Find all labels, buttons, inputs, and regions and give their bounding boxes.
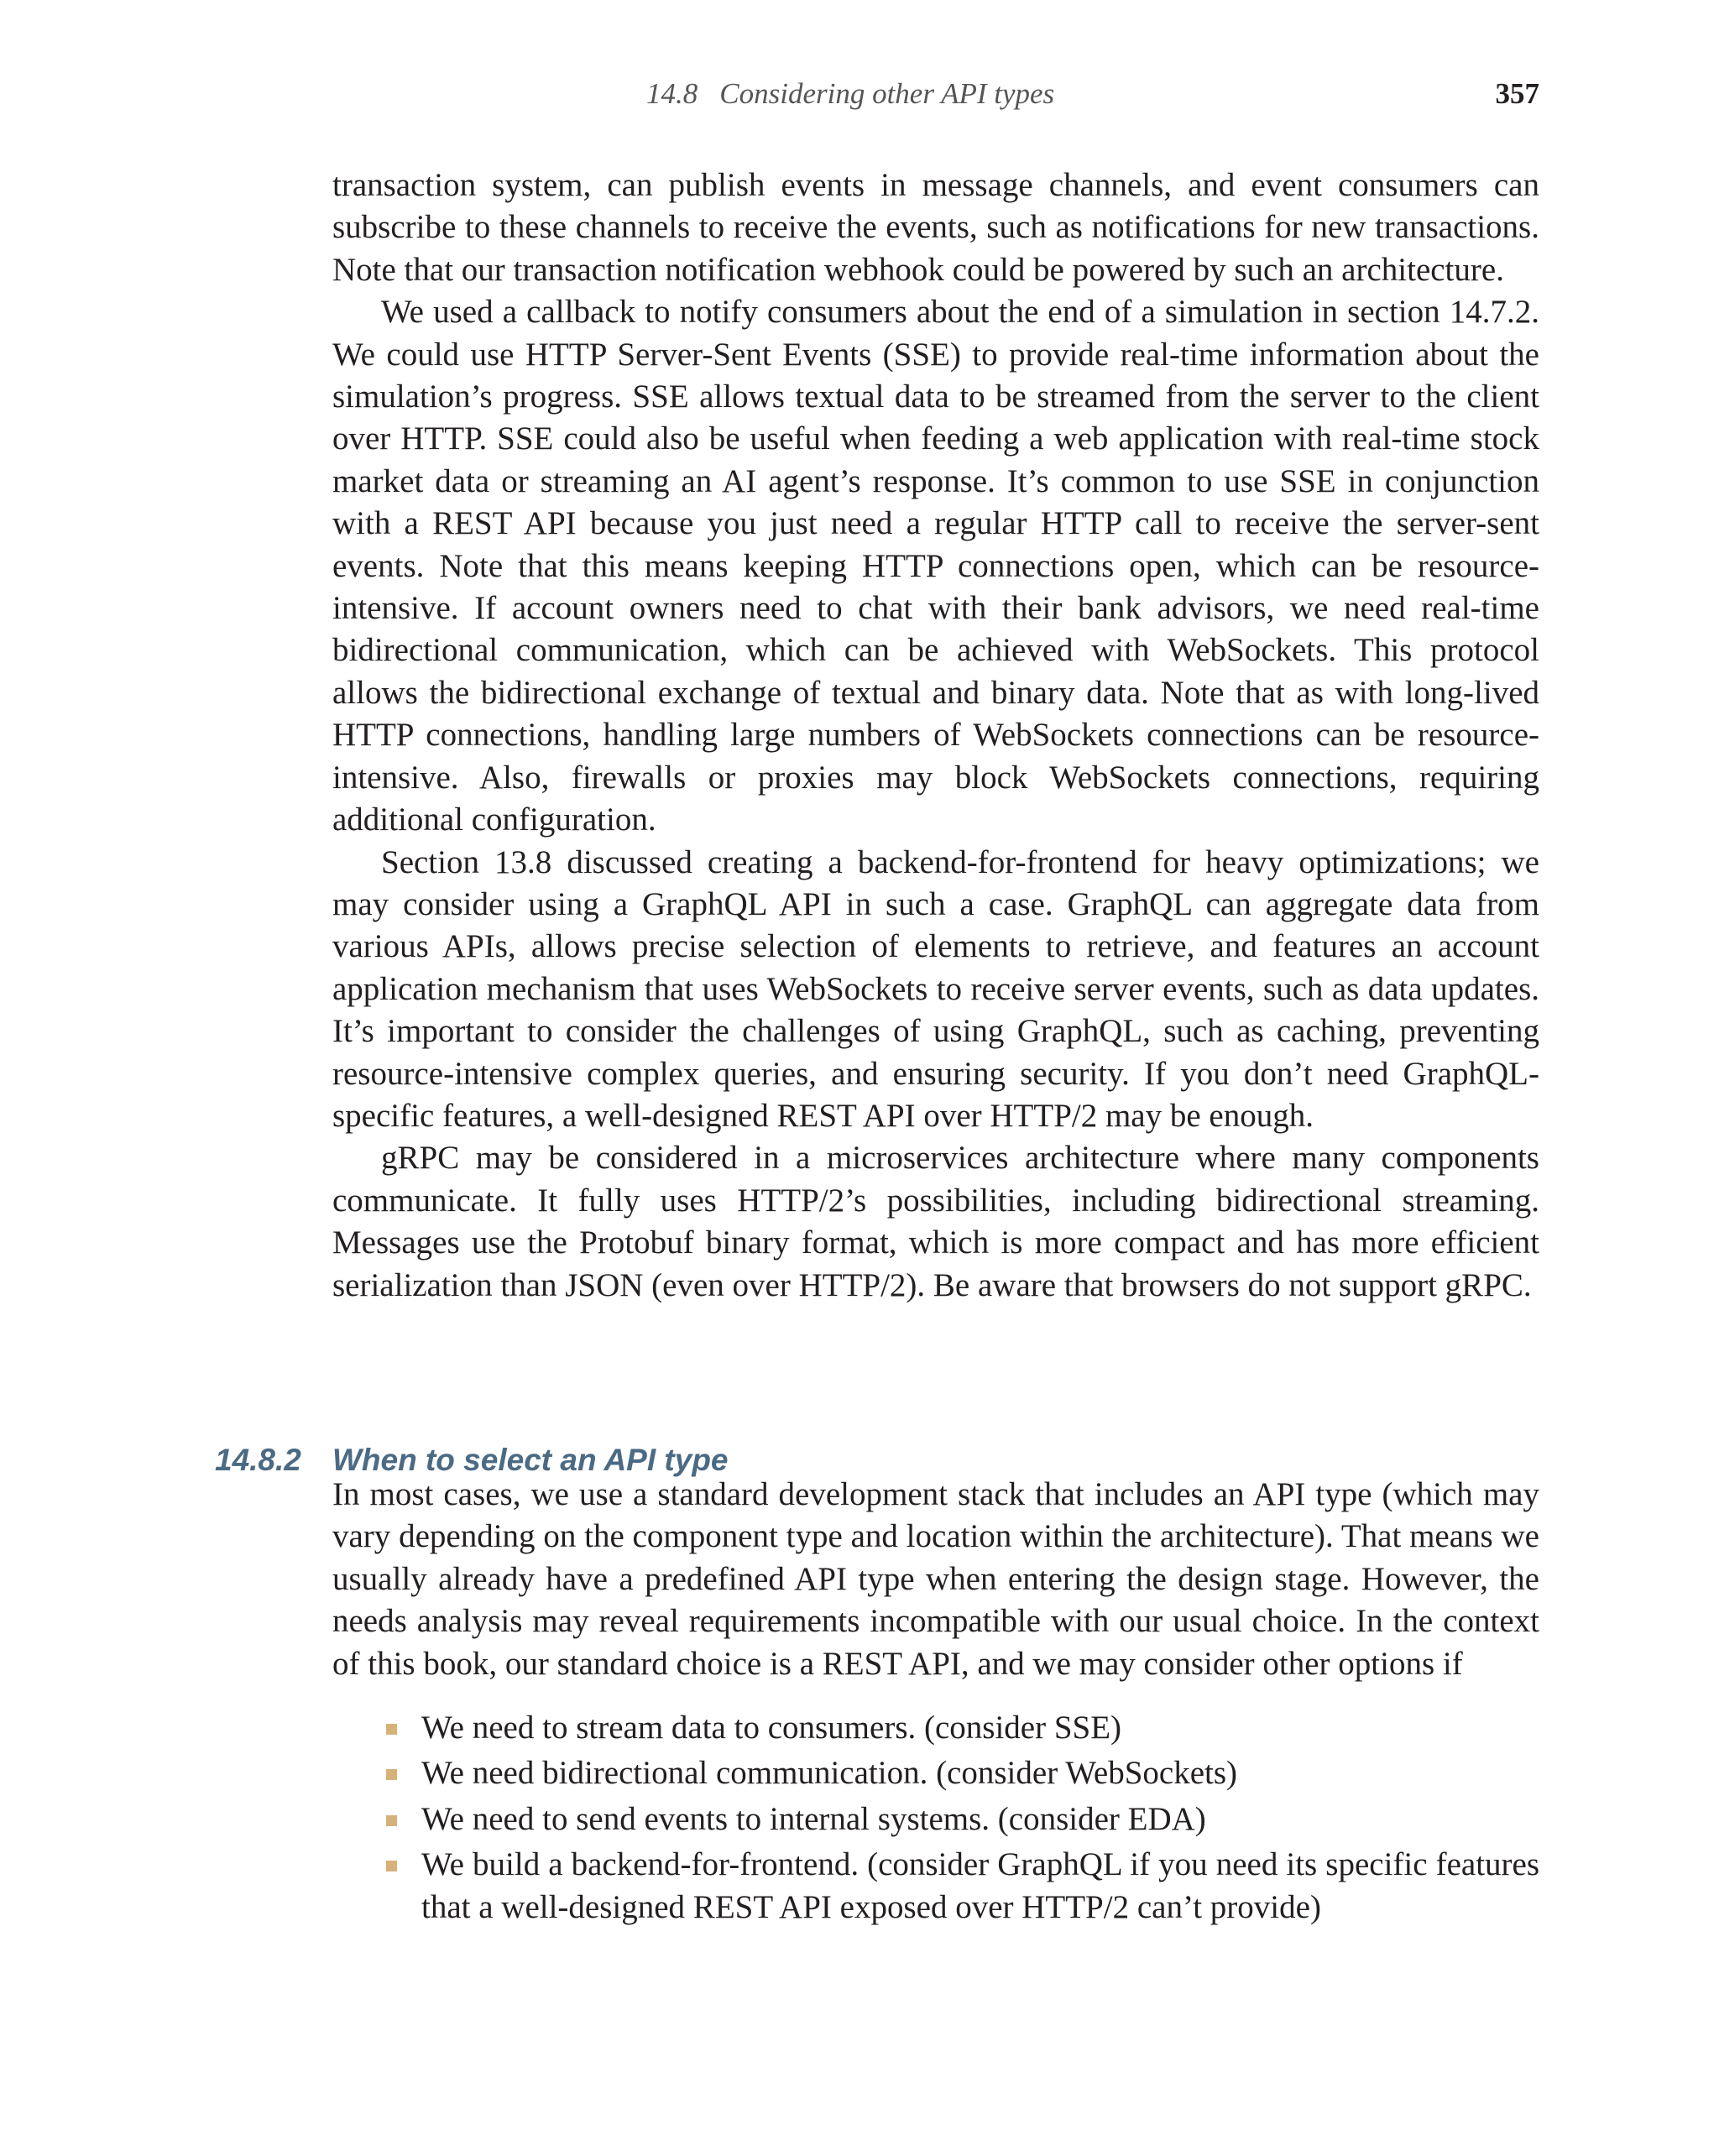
body-text [332,164,1539,1307]
list-item [332,1798,1539,1840]
section-heading [215,1443,1558,1478]
running-head [0,77,1719,117]
paragraph-sse-websockets: We used a callback to notify consumers about the end of a simulation in section 14.7.2. We could use HTTP Server-Sent Events (SSE) to provide real-time information about the simulation’s progress. SSE allows textual data to be streamed from the server to the client over HTTP. SSE could also be useful when feeding a web application with real-time stock market data or streaming an AI agent’s response. It’s common to use SSE in conjunction with a REST API because you just need a regular HTTP call to receive the server-sent events. Note that this means keeping HTTP connections open, which can be resource-intensive. If account owners need to chat with their bank advisors, we need real-time bidirectional communication, which can be achieved with WebSockets. This protocol allows the bidirectional exchange of textual and binary data. Note that as with long-lived HTTP connections, handling large numbers of WebSockets connections can be resource-intensive. Also, firewalls or proxies may block WebSockets connections, requiring additional configuration. [332,294,1539,838]
section-heading-title: When to select an API type [332,1442,729,1477]
paragraph-grpc: gRPC may be considered in a microservices architecture where many components communicate. It fully uses HTTP/2’s possibilities, including bidirectional streaming. Messages use the Protobuf binary format, which is more compact and has more efficient serialization than JSON (even over HTTP/2). Be aware that browsers do not support gRPC. [332,1140,1539,1303]
section-heading-number: 14.8.2 [215,1442,301,1477]
square-bullet-icon [386,1861,397,1871]
section-body [332,1474,1539,1932]
square-bullet-icon [386,1769,397,1780]
list-item-text: We need to send events to internal systems. (consider EDA) [421,1800,1206,1837]
list-item-text: We build a backend-for-frontend. (consider GraphQL if you need its specific features that a well-designed REST API exposed over HTTP/2 can’t provide) [421,1846,1539,1925]
square-bullet-icon [386,1724,397,1735]
paragraph-continued: transaction system, can publish events in message channels, and event consumers can subscribe to these channels to receive the events, such as notifications for new transactions. Note that our transaction notification webhook could be powered by such an architecture. [332,167,1539,288]
paragraph-graphql: Section 13.8 discussed creating a backend-for-frontend for heavy optimizations; we may consider using a GraphQL API in such a case. GraphQL can aggregate data from various APIs, allows precise selection of elements to retrieve, and features an account application mechanism that uses WebSockets to receive server events, such as data updates. It’s important to consider the challenges of using GraphQL, such as caching, preventing resource-intensive complex queries, and ensuring security. If you don’t need GraphQL-specific features, a well-designed REST API over HTTP/2 may be enough. [332,843,1539,1134]
running-head-section-number: 14.8 [646,77,698,110]
bullet-list [332,1707,1539,1929]
square-bullet-icon [386,1815,397,1826]
list-item [332,1707,1539,1749]
running-head-section-title: Considering other API types [719,77,1055,110]
page-number: 357 [1495,77,1539,110]
list-item-text: We need to stream data to consumers. (consider SSE) [421,1710,1122,1746]
list-item [332,1844,1539,1929]
list-item [332,1752,1539,1794]
list-item-text: We need bidirectional communication. (consider WebSockets) [421,1755,1238,1792]
running-head-title [646,77,1054,111]
section-intro-paragraph: In most cases, we use a standard development stack that includes an API type (which may vary depending on the component type and location within the architecture). That means we usually already have a predefined API type when entering the design stage. However, the needs analysis may reveal requirements incompatible with our usual choice. In the context of this book, our standard choice is a REST API, and we may consider other options if [332,1476,1539,1682]
